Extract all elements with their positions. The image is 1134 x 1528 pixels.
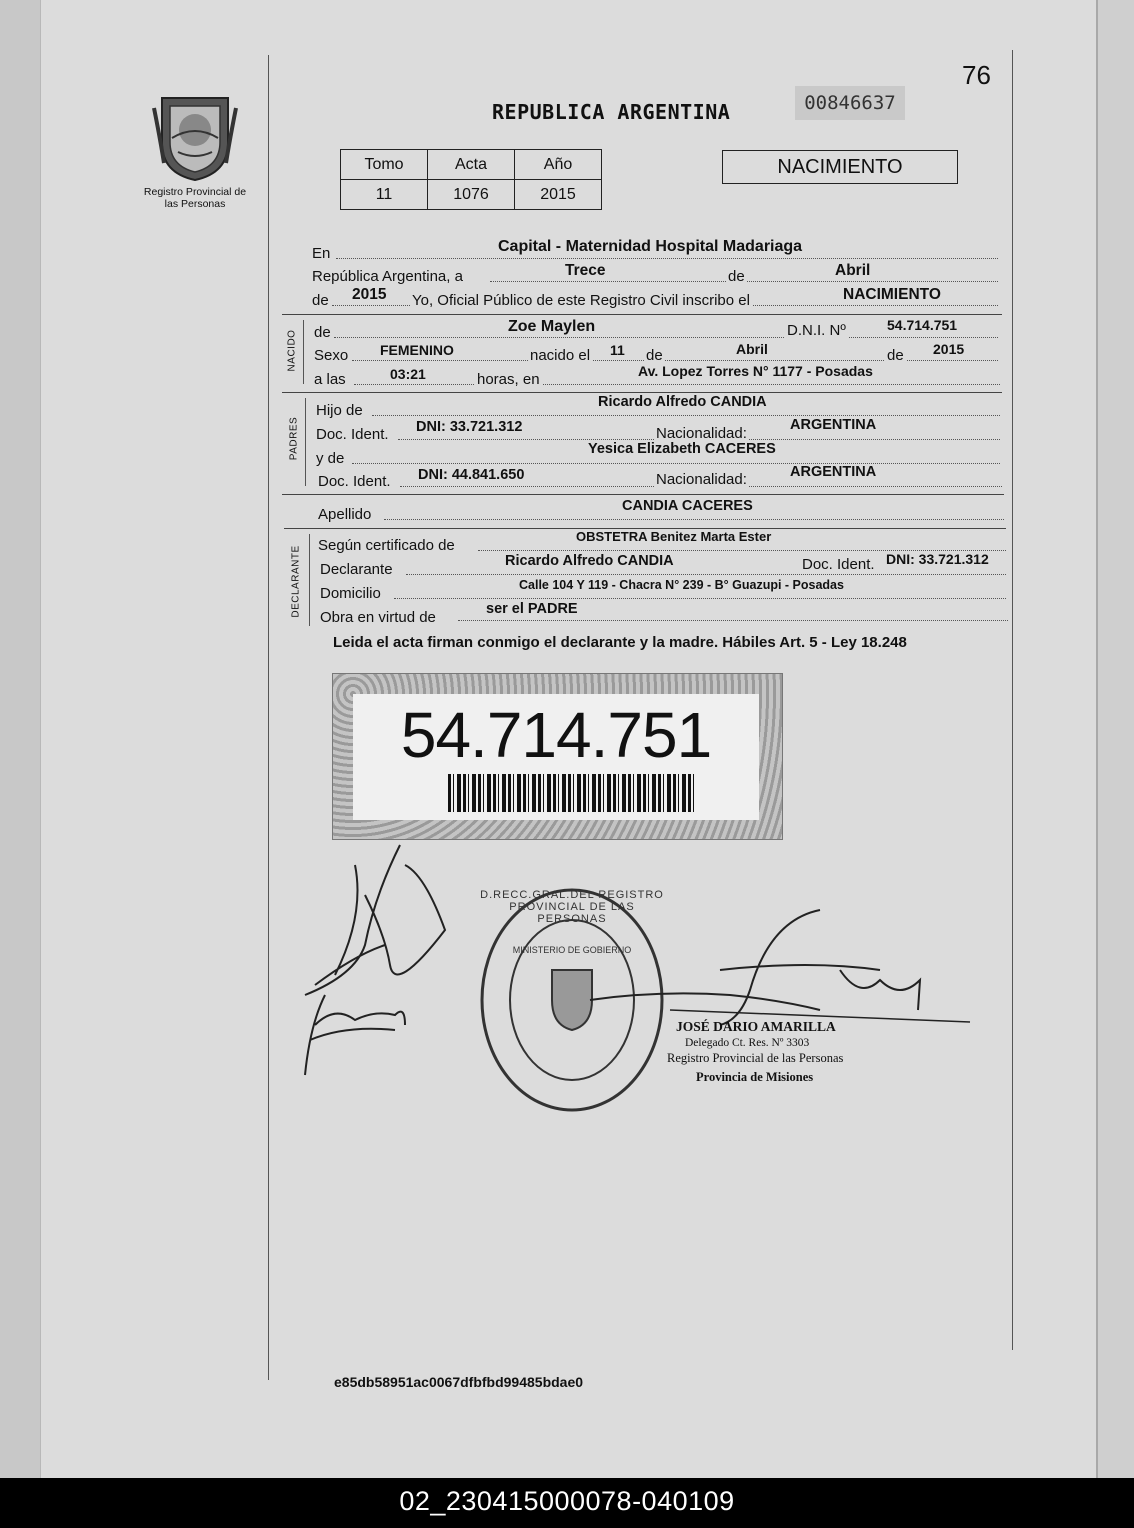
value-declarante-doc: DNI: 33.721.312: [886, 551, 989, 567]
stamp-inner-text: MINISTERIO DE GOBIERNO: [512, 945, 632, 955]
section-separator: [282, 314, 1002, 315]
dotted-line: [334, 337, 998, 338]
value-padre-doc: DNI: 33.721.312: [416, 419, 523, 435]
value-dni: 54.714.751: [887, 317, 958, 333]
value-dia-letras: Trece: [565, 262, 606, 279]
bottom-code: 02_230415000078-040109: [399, 1486, 735, 1516]
label-nacionalidad-madre: Nacionalidad:: [656, 471, 747, 488]
label-declarante: Declarante: [320, 561, 393, 578]
value-padre-nac: ARGENTINA: [790, 417, 877, 433]
label-sexo: Sexo: [314, 347, 349, 364]
section-separator: [282, 392, 1002, 393]
label-doc-ident-padre: Doc. Ident.: [316, 426, 389, 443]
official-office: Registro Provincial de las Personas: [667, 1051, 844, 1065]
dotted-line: [458, 620, 1008, 621]
section-label-declarante: DECLARANTE: [290, 545, 302, 618]
value-mes-nac: Abril: [736, 341, 768, 357]
right-margin-line: [1012, 50, 1013, 1350]
dni-sticker-number: 54.714.751: [400, 699, 712, 771]
label-obra: Obra en virtud de: [320, 609, 436, 626]
misiones-coat-of-arms-logo: [150, 88, 240, 183]
label-de-mes: de: [646, 347, 663, 364]
closing-text: Leida el acta firman conmigo el declarante y la madre. Hábiles Art. 5 - Ley 18.248: [333, 634, 907, 651]
table-header: Acta: [428, 150, 515, 180]
table-cell: 11: [341, 180, 428, 210]
record-table: [340, 149, 602, 210]
label-yo-oficial: Yo, Oficial Público de este Registro Civil inscribo el: [412, 292, 750, 309]
stamp-ring-text: D.RECC.GRAL.DEL REGISTRO PROVINCIAL DE LAS PERSONAS: [480, 889, 664, 925]
value-madre-nac: ARGENTINA: [790, 464, 877, 480]
value-madre: Yesica Elizabeth CACERES: [588, 441, 776, 457]
label-apellido: Apellido: [318, 506, 372, 523]
value-tipo: NACIMIENTO: [843, 286, 941, 303]
value-domicilio: Calle 104 Y 119 - Chacra N° 239 - B° Guazupi - Posadas: [519, 578, 844, 592]
value-certificado: OBSTETRA Benitez Marta Ester: [576, 529, 772, 544]
label-nacionalidad-padre: Nacionalidad:: [656, 425, 747, 442]
dni-sticker-label: [353, 694, 759, 820]
label-doc-ident-madre: Doc. Ident.: [318, 473, 391, 490]
label-hijo-de: Hijo de: [316, 402, 363, 419]
section-label-padres: PADRES: [288, 416, 300, 461]
country-heading: REPUBLICA ARGENTINA: [492, 100, 731, 124]
value-lugar-nac: Av. Lopez Torres N° 1177 - Posadas: [638, 363, 873, 379]
section-line: [303, 320, 304, 384]
table-cell: 1076: [428, 180, 515, 210]
value-declarante: Ricardo Alfredo CANDIA: [505, 553, 674, 569]
serial-number: 00846637: [795, 86, 905, 120]
dotted-line: [406, 574, 1006, 575]
dotted-line: [352, 463, 1000, 464]
label-y-de: y de: [316, 450, 345, 467]
value-anio: 2015: [352, 286, 387, 303]
dotted-line: [372, 415, 1000, 416]
official-province: Provincia de Misiones: [696, 1070, 814, 1084]
page-number: 76: [962, 60, 991, 90]
value-padre: Ricardo Alfredo CANDIA: [598, 394, 767, 410]
value-apellido: CANDIA CACERES: [622, 498, 753, 514]
label-de-anio-nac: de: [887, 347, 904, 364]
label-dni: D.N.I. Nº: [787, 322, 846, 339]
registry-name: Registro Provincial de las Personas: [143, 186, 247, 210]
table-header: Año: [515, 150, 602, 180]
label-doc-ident-declarante: Doc. Ident.: [802, 556, 875, 573]
label-de: de: [728, 268, 745, 285]
value-lugar: Capital - Maternidad Hospital Madariaga: [498, 238, 803, 255]
barcode: [448, 774, 694, 812]
act-type-box: NACIMIENTO: [722, 150, 958, 184]
label-segun: Según certificado de: [318, 537, 455, 554]
value-sexo: FEMENINO: [380, 342, 454, 358]
official-name: JOSÉ DARIO AMARILLA: [676, 1019, 836, 1034]
page-left-edge: [0, 0, 41, 1478]
dotted-line: [394, 598, 1006, 599]
value-hora: 03:21: [390, 366, 426, 382]
official-title: Delegado Ct. Res. Nº 3303: [685, 1037, 810, 1049]
label-en: En: [312, 245, 331, 262]
page-right-edge: [1096, 0, 1134, 1478]
label-horas-en: horas, en: [477, 371, 540, 388]
dotted-line: [354, 384, 1000, 385]
value-mes: Abril: [835, 262, 871, 279]
label-a-las: a las: [314, 371, 346, 388]
value-dia-nac: 11: [610, 342, 625, 358]
value-madre-doc: DNI: 44.841.650: [418, 467, 525, 483]
label-nacido-el: nacido el: [530, 347, 591, 364]
value-nombre: Zoe Maylen: [508, 318, 596, 335]
document-hash: e85db58951ac0067dfbfbd99485bdae0: [334, 1374, 584, 1390]
label-domicilio: Domicilio: [320, 585, 381, 602]
value-anio-nac: 2015: [933, 341, 965, 357]
label-republica: República Argentina, a: [312, 268, 463, 285]
section-separator: [282, 494, 1004, 495]
table-header: Tomo: [341, 150, 428, 180]
dotted-line: [384, 519, 1004, 520]
section-line: [309, 534, 310, 626]
section-line: [305, 398, 306, 486]
dni-sticker: [332, 673, 783, 840]
table-cell: 2015: [515, 180, 602, 210]
section-label-nacido: NACIDO: [286, 329, 298, 372]
left-margin-line: [268, 55, 269, 1380]
label-de-anio: de: [312, 292, 329, 309]
label-de-nombre: de: [314, 324, 331, 341]
dotted-line: [336, 258, 998, 259]
handwritten-signature-declarante: [295, 835, 465, 1085]
value-obra: ser el PADRE: [486, 601, 578, 617]
